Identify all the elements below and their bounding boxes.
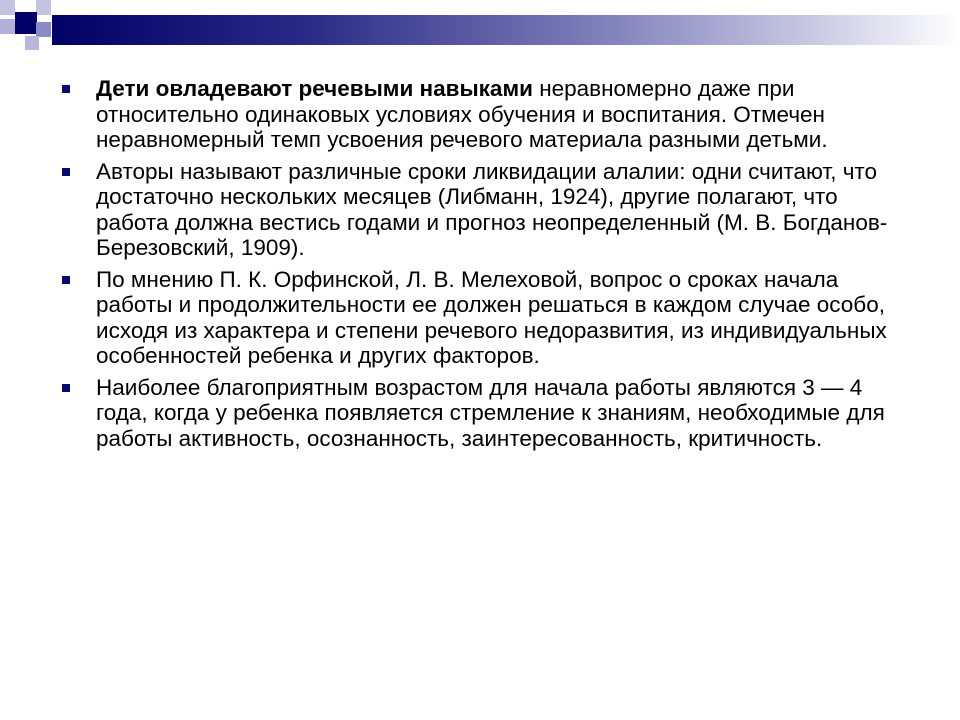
bullet-item: [62, 76, 902, 153]
bullet-text: Авторы называют различные сроки ликвидации алалии: одни считают, что достаточно нескольких месяцев (Либманн, 1924), другие полагают, что работа должна вестись годами и прогноз неопределенный (М. В. Богданов-Березовский, 1909).: [96, 158, 888, 260]
bullet-item: [62, 159, 902, 261]
bullet-text: Наиболее благоприятным возрастом для начала работы являются 3 — 4 года, когда у ребенка появляется стремление к знаниям, необходимые для работы активность, осознанность, заинтересованность, критичность.: [96, 374, 885, 451]
bullet-item: [62, 375, 902, 452]
square-bullet-icon: [62, 276, 70, 284]
slide-content: [62, 76, 902, 457]
square-bullet-icon: [62, 168, 70, 176]
header-gradient-bar: [52, 15, 960, 45]
bullet-item: [62, 267, 902, 369]
bullet-text: неравномерно даже при относительно одинаковых условиях обучения и воспитания. Отмечен неравномерный темп усвоения речевого материала разными детьми.: [96, 76, 828, 152]
square-bullet-icon: [62, 85, 70, 93]
bullet-bold-text: Дети овладевают речевыми навыками: [96, 76, 533, 101]
header-decoration: [0, 0, 960, 60]
bullet-text: По мнению П. К. Орфинской, Л. В. Мелеховой, вопрос о сроках начала работы и продолжительности ее должен решаться в каждом случае особо, исходя из характера и степени речевого недоразвития, из индивидуальных особенностей ребенка и других факторов.: [96, 266, 887, 368]
square-bullet-icon: [62, 384, 70, 392]
